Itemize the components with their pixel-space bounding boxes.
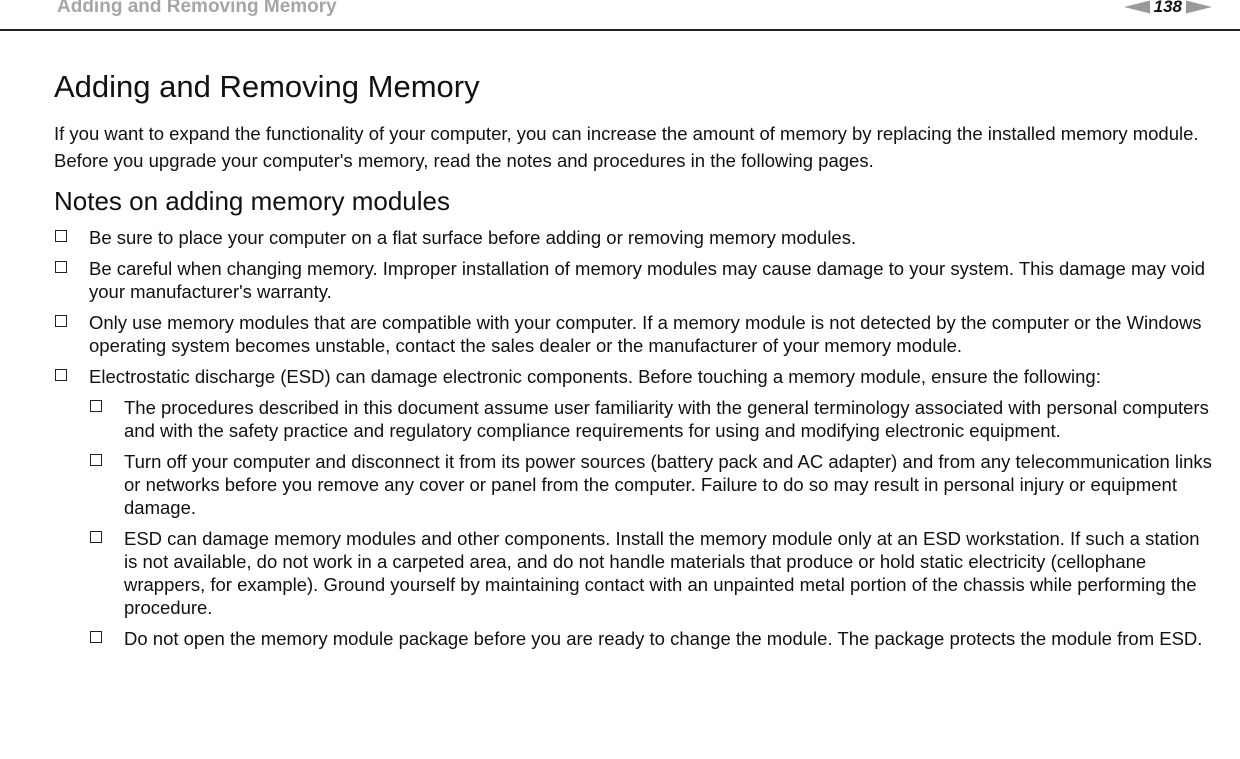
- list-item-text: Turn off your computer and disconnect it from its power sources (battery pack and AC adapter) and from any telecommunication links or networks before you remove any cover or panel from the computer. Failure to do so may result in personal injury or equipment damage.: [124, 451, 1212, 518]
- list-item-text: ESD can damage memory modules and other components. Install the memory module only at an ESD workstation. If such a station is not available, do not work in a carpeted area, and do not handle materials that produce or hold static electricity (cellophane wrappers, for example). Ground yourself by maintaining contact with an unpainted metal portion of the chassis while performing the procedure.: [124, 528, 1200, 618]
- list-item: [89, 627, 1214, 650]
- page-number: 138: [1153, 0, 1182, 16]
- page-navigation: [1124, 0, 1212, 17]
- list-item: [89, 396, 1214, 442]
- checkbox-bullet-icon: [90, 400, 102, 412]
- page-title: Adding and Removing Memory: [54, 69, 480, 104]
- list-item: [54, 226, 1214, 249]
- list-item-text: Be careful when changing memory. Improper installation of memory modules may cause damage to your system. This damage may void your manufacturer's warranty.: [89, 258, 1205, 302]
- esd-notes-list: [89, 396, 1214, 650]
- notes-list: [54, 226, 1214, 650]
- list-item: [89, 527, 1214, 619]
- list-item: [54, 257, 1214, 303]
- arrow-left-icon[interactable]: [1124, 0, 1150, 14]
- list-item: [89, 450, 1214, 519]
- checkbox-bullet-icon: [55, 230, 67, 242]
- checkbox-bullet-icon: [55, 261, 67, 273]
- list-item-text: Do not open the memory module package before you are ready to change the module. The package protects the module from ESD.: [124, 628, 1203, 649]
- list-item-text: Only use memory modules that are compatible with your computer. If a memory module is not detected by the computer or the Windows operating system becomes unstable, contact the sales dealer or the manufacturer of your memory module.: [89, 312, 1202, 356]
- header-title: Adding and Removing Memory: [57, 0, 337, 17]
- checkbox-bullet-icon: [90, 454, 102, 466]
- list-item: [54, 365, 1214, 650]
- list-item-text: Be sure to place your computer on a flat surface before adding or removing memory modules.: [89, 227, 857, 248]
- list-item: [54, 311, 1214, 357]
- checkbox-bullet-icon: [55, 315, 67, 327]
- intro-paragraph: If you want to expand the functionality of your computer, you can increase the amount of memory by replacing the installed memory module. Before you upgrade your computer's memory, read the notes and procedures in the following pages.: [54, 123, 1199, 171]
- list-item-text: The procedures described in this document assume user familiarity with the general terminology associated with personal computers and with the safety practice and regulatory compliance requirements for using and modifying electronic equipment.: [124, 397, 1209, 441]
- arrow-right-icon[interactable]: [1186, 0, 1212, 14]
- checkbox-bullet-icon: [90, 631, 102, 643]
- section-title: Notes on adding memory modules: [54, 186, 450, 216]
- main-content: [54, 68, 1214, 658]
- checkbox-bullet-icon: [90, 531, 102, 543]
- checkbox-bullet-icon: [55, 369, 67, 381]
- page-header: [0, 0, 1240, 31]
- list-item-text: Electrostatic discharge (ESD) can damage electronic components. Before touching a memory module, ensure the following:: [89, 366, 1101, 387]
